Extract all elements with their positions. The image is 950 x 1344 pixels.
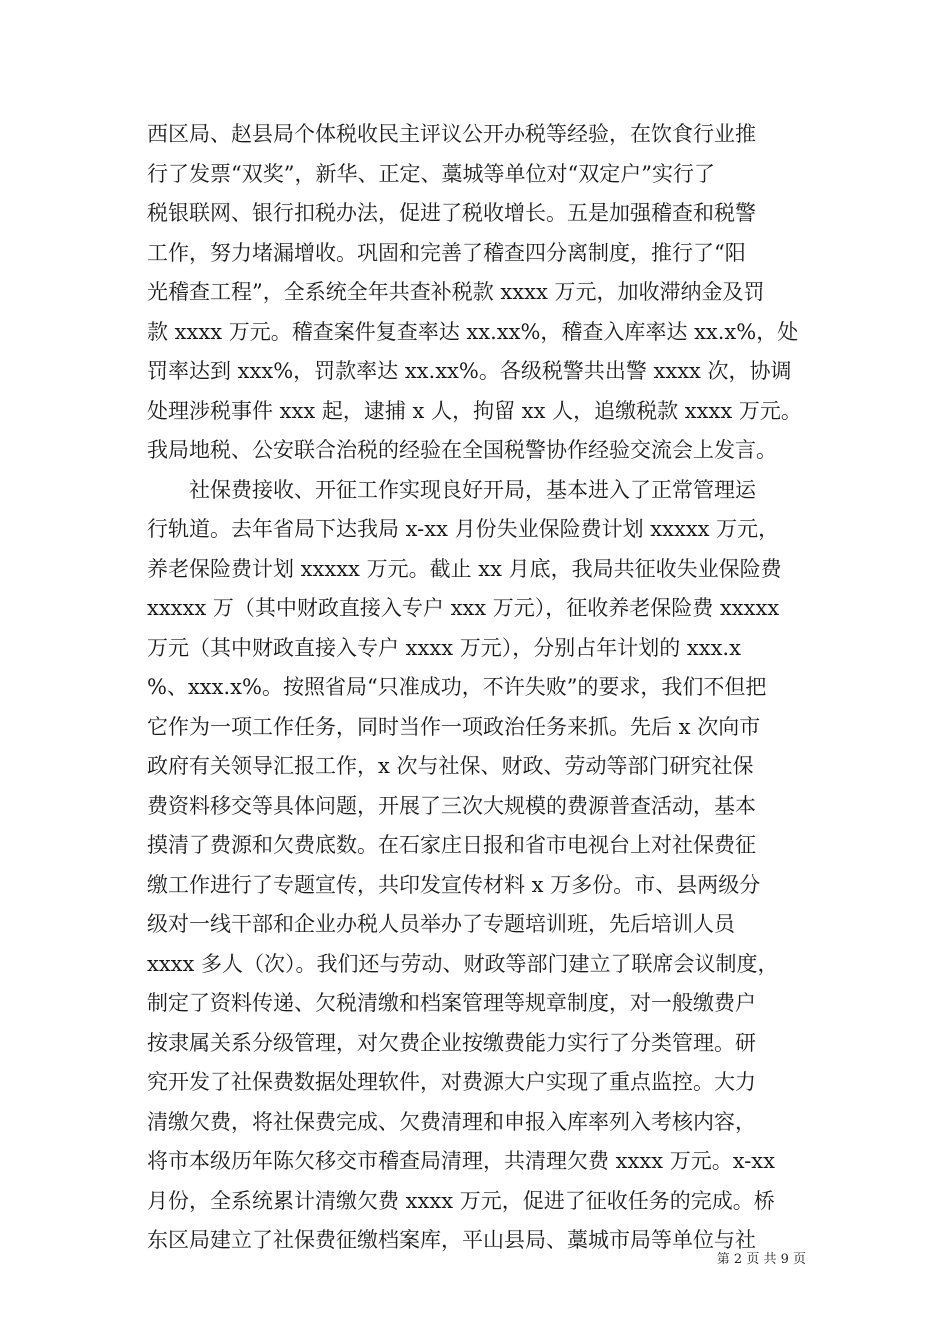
text-line: 将市本级历年陈欠移交市稽查局清理，共清理欠费 xxxx 万元。x-xx (147, 1149, 775, 1173)
text-line: 月份，全系统累计清缴欠费 xxxx 万元，促进了征收任务的完成。桥 (147, 1188, 775, 1213)
text-line: 按隶属关系分级管理，对欠费企业按缴费能力实行了分类管理。研 (147, 1030, 756, 1055)
text-line: 工作，努力堵漏增收。巩固和完善了稽查四分离制度，推行了“阳 (147, 240, 746, 265)
text-line: 处理涉税事件 xxx 起，逮捕 x 人，拘留 xx 人，追缴税款 xxxx 万元。 (147, 398, 802, 423)
text-line: 万元（其中财政直接入专户 xxxx 万元），分别占年计划的 xxx.x (147, 635, 741, 660)
text-line: %、xxx.x%。按照省局“只准成功，不许失败”的要求，我们不但把 (147, 675, 767, 699)
text-line: 清缴欠费，将社保费完成、欠费清理和申报入库率列入考核内容， (147, 1109, 756, 1134)
text-line: 行了发票“双奖”，新华、正定、藁城等单位对“双定户”实行了 (147, 161, 715, 186)
text-line: 制定了资料传递、欠税清缴和档案管理等规章制度，对一般缴费户 (147, 991, 756, 1015)
text-line: 养老保险费计划 xxxxx 万元。截止 xx 月底，我局共征收失业保险费 (147, 556, 782, 581)
text-line: 罚率达到 xxx%，罚款率达 xx.xx%。各级税警共出警 xxxx 次，协调 (147, 359, 792, 383)
text-line: 费资料移交等具体问题，开展了三次大规模的费源普查活动，基本 (147, 793, 756, 818)
text-line: 行轨道。去年省局下达我局 x-xx 月份失业保险费计划 xxxxx 万元， (147, 517, 780, 541)
text-line: 我局地税、公安联合治税的经验在全国税警协作经验交流会上发言。 (147, 438, 777, 462)
page-number-footer: 第 2 页 共 9 页 (716, 1252, 806, 1267)
text-line: 税银联网、银行扣税办法，促进了税收增长。五是加强稽查和税警 (147, 201, 756, 225)
text-line: 西区局、赵县局个体税收民主评议公开办税等经验，在饮食行业推 (147, 122, 756, 146)
text-line: 摸清了费源和欠费底数。在石家庄日报和省市电视台上对社保费征 (147, 833, 756, 857)
text-line: 缴工作进行了专题宣传，共印发宣传材料 x 万多份。市、县两级分 (147, 872, 761, 897)
text-line: xxxx 多人（次）。我们还与劳动、财政等部门建立了联席会议制度， (147, 951, 779, 976)
paragraph-start-line: 社保费接收、开征工作实现良好开局，基本进入了正常管理运 (189, 477, 756, 502)
text-line: 政府有关领导汇报工作，x 次与社保、财政、劳动等部门研究社保 (147, 754, 754, 778)
text-line: xxxxx 万（其中财政直接入专户 xxx 万元），征收养老保险费 xxxxx (147, 596, 780, 620)
text-line: 级对一线干部和企业办税人员举办了专题培训班，先后培训人员 (147, 912, 735, 936)
text-line: 究开发了社保费数据处理软件，对费源大户实现了重点监控。大力 (147, 1070, 756, 1094)
text-line: 光稽查工程”，全系统全年共查补税款 xxxx 万元，加收滞纳金及罚 (147, 280, 765, 304)
text-line: 款 xxxx 万元。稽查案件复查率达 xx.xx%，稽查入库率达 xx.x%，处 (147, 319, 799, 344)
text-line: 它作为一项工作任务，同时当作一项政治任务来抓。先后 x 次向市 (147, 714, 761, 739)
text-line: 东区局建立了社保费征缴档案库，平山县局、藁城市局等单位与社 (147, 1228, 756, 1252)
document-body (147, 115, 807, 1261)
